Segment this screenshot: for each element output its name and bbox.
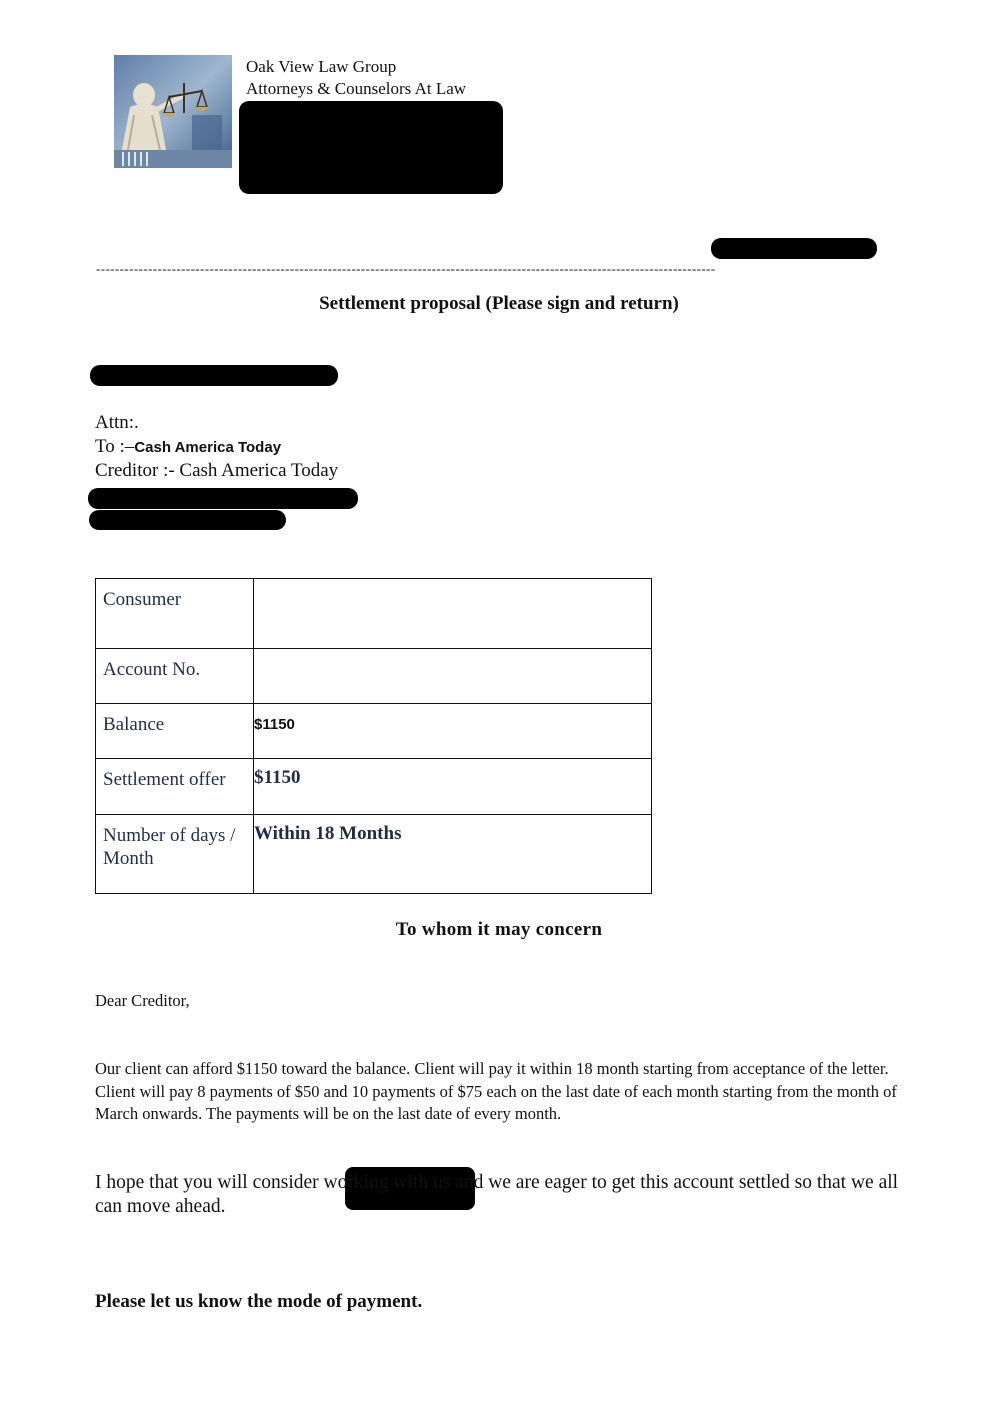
days-cell bbox=[254, 815, 652, 894]
attn-line: Attn:. bbox=[95, 412, 139, 433]
to-prefix: To :– bbox=[95, 436, 135, 457]
lady-justice-scales-icon bbox=[114, 55, 232, 168]
salutation: Dear Creditor, bbox=[95, 991, 190, 1010]
redacted-recipient bbox=[90, 365, 338, 386]
redacted-creditor-address-2 bbox=[89, 510, 286, 530]
consumer-value bbox=[254, 579, 652, 649]
to-line bbox=[95, 436, 281, 458]
settlement-summary-table bbox=[95, 578, 652, 894]
balance-label: Balance bbox=[96, 704, 254, 759]
account-value bbox=[254, 649, 652, 704]
offer-cell bbox=[254, 759, 652, 815]
table-row bbox=[96, 649, 652, 704]
document-title: Settlement proposal (Please sign and return) bbox=[319, 293, 679, 314]
table-row bbox=[96, 579, 652, 649]
firm-tagline: Attorneys & Counselors At Law bbox=[246, 79, 467, 98]
redacted-firm-address bbox=[239, 101, 503, 194]
body-paragraph-2: I hope that you will consider working with us and we are eager to get this account settled so that we all can move ahead. bbox=[95, 1172, 899, 1217]
consumer-label: Consumer bbox=[96, 579, 254, 649]
divider-line: ----------------------------------------------------------------------------------------------------------------------------------- bbox=[96, 261, 716, 276]
table-row bbox=[96, 759, 652, 815]
creditor-line: Creditor :- Cash America Today bbox=[95, 460, 339, 481]
firm-name: Oak View Law Group bbox=[246, 57, 397, 76]
redacted-creditor-address-1 bbox=[88, 488, 358, 509]
account-label: Account No. bbox=[96, 649, 254, 704]
body-paragraph-1: Our client can afford $1150 toward the balance. Client will pay it within 18 month starting from acceptance of the letter. Client will pay 8 payments of $50 and 10 payments of $75 each on the last date of each month starting from the month of March onwards. The payments will be on the last date of every month. bbox=[95, 1059, 897, 1123]
table-row bbox=[96, 815, 652, 894]
days-label: Number of days / Month bbox=[96, 815, 254, 894]
closing-line: Please let us know the mode of payment. bbox=[95, 1291, 423, 1312]
redacted-date bbox=[711, 238, 877, 259]
letterhead-text bbox=[246, 56, 466, 100]
offer-value: $1150 bbox=[254, 767, 301, 788]
letter-heading: To whom it may concern bbox=[395, 919, 603, 940]
table-row bbox=[96, 704, 652, 759]
balance-value: $1150 bbox=[254, 716, 295, 733]
days-value: Within 18 Months bbox=[254, 823, 402, 844]
offer-label: Settlement offer bbox=[96, 759, 254, 815]
balance-cell bbox=[254, 704, 652, 759]
to-name: Cash America Today bbox=[134, 439, 282, 456]
